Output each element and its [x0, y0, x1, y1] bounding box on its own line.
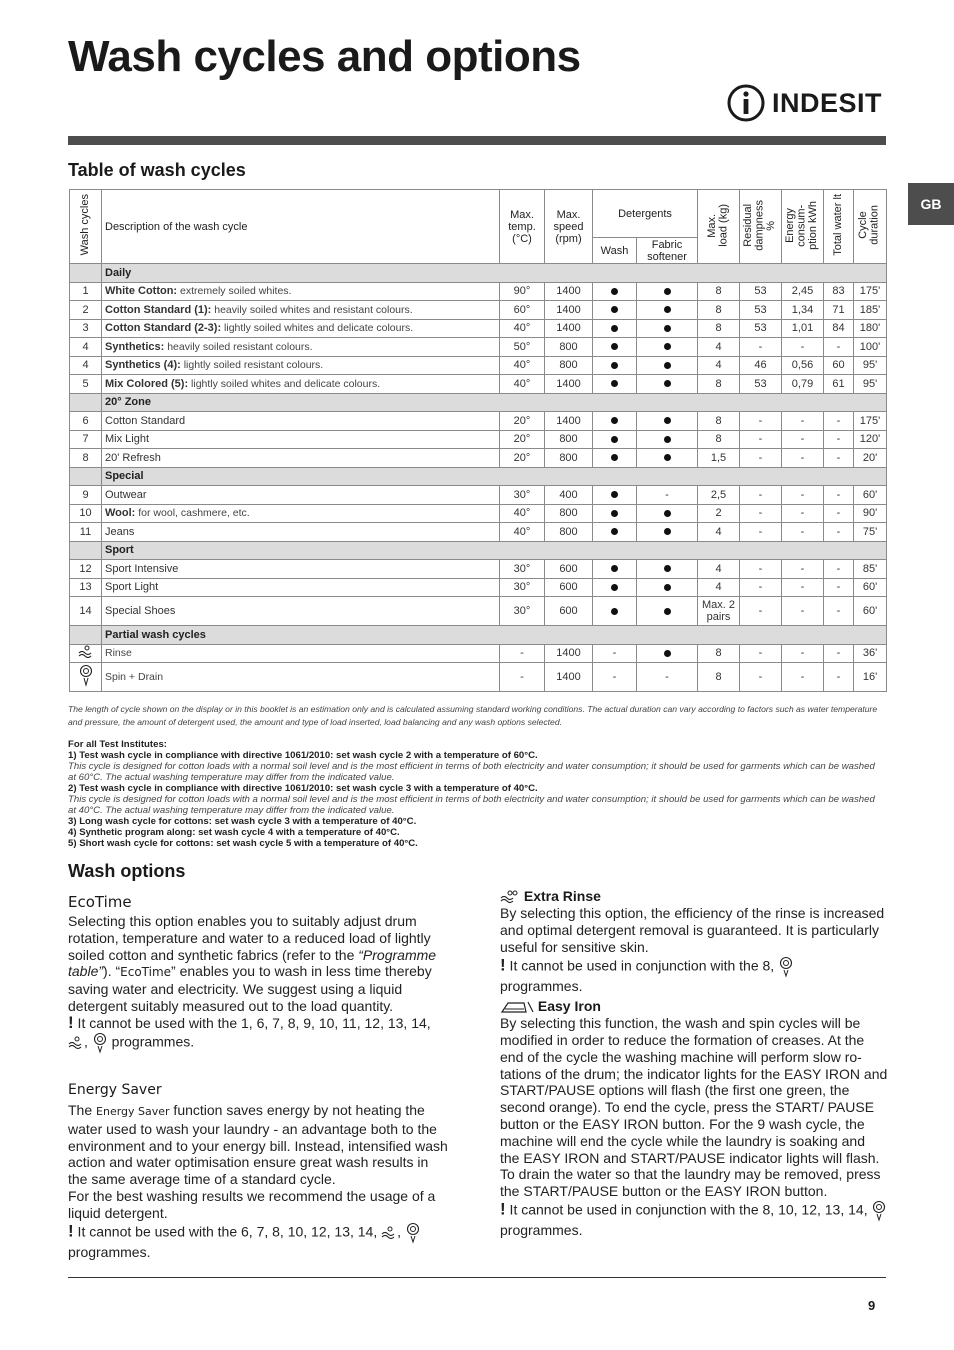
col-detergents: Detergents: [593, 190, 698, 238]
detergent-dot-icon: [664, 650, 671, 657]
wash-dot: [593, 578, 637, 597]
category-row: [70, 626, 887, 645]
energy-consumption: -: [782, 597, 824, 626]
cycle-number: 12: [70, 560, 102, 579]
detergent-dot-icon: [664, 528, 671, 535]
page-number: 9: [868, 1298, 876, 1313]
max-load: 8: [698, 301, 740, 320]
residual-dampness: -: [740, 578, 782, 597]
cycle-duration: 85': [854, 560, 887, 579]
cycle-number: 3: [70, 319, 102, 338]
cycle-number: 1: [70, 282, 102, 301]
residual-dampness: -: [740, 560, 782, 579]
residual-dampness: -: [740, 449, 782, 468]
detergent-dot-icon: [664, 584, 671, 591]
fabric-softener-dot: [637, 578, 698, 597]
fabric-softener-dot: [637, 644, 698, 663]
total-water: 71: [824, 301, 854, 320]
indesit-logo-icon: [726, 83, 766, 123]
fabric-softener-dot: [637, 449, 698, 468]
fabric-softener-dot: [637, 301, 698, 320]
ecotime-label: EcoTime: [68, 893, 132, 911]
max-speed: 800: [545, 338, 593, 357]
max-temp: 40°: [500, 523, 545, 542]
fabric-softener-dot: [637, 356, 698, 375]
cycle-description: Outwear: [102, 486, 500, 505]
table-row: [70, 560, 887, 579]
residual-dampness: 53: [740, 319, 782, 338]
total-water: -: [824, 578, 854, 597]
detergent-dot-icon: [664, 288, 671, 295]
energy-consumption: 2,45: [782, 282, 824, 301]
table-row: [70, 597, 887, 626]
detergent-dot-icon: [664, 454, 671, 461]
cycle-duration: 90': [854, 504, 887, 523]
detergent-dot-icon: [664, 306, 671, 313]
col-residual-dampness: Residual dampness %: [740, 190, 782, 264]
cycle-description: Mix Light: [102, 430, 500, 449]
footer-rule: [68, 1277, 886, 1278]
cycle-number: 14: [70, 597, 102, 626]
cycle-description: White Cotton: extremely soiled whites.: [102, 282, 500, 301]
footnotes: For all Test Institutes: 1) Test wash cycle in compliance with directive 1061/2010: set wash cycle 2 with a temperature of 60°C. This cycle is designed for cotton loads with a normal soil level and is the most efficient in terms of both electricity and water consumption; it should be used for garments which can be washed at 60°C. The actual washing temperature may differ from the indicated value. 2) Test wash cycle in compliance with directive 1061/2010: set wash cycle 3 with a temperature of 40°C. This cycle is designed for cotton loads with a normal soil level and is the most efficient in terms of both electricity and water consumption; it should be used for garments which can be washed at 40°C. The actual washing temperature may differ from the indicated value. 3) Long wash cycle for cottons: set wash cycle 3 with a temperature of 40°C. 4) Synthetic program along: set wash cycle 4 with a temperature of 40°C. 5) Short wash cycle for cottons: set wash cycle 5 with a temperature of 40°C.: [68, 739, 875, 849]
wash-dot: [593, 430, 637, 449]
cycle-duration: 95': [854, 375, 887, 394]
cycle-duration: 175': [854, 412, 887, 431]
col-energy: Energy consum- ption kWh: [782, 190, 824, 264]
category-label: Special: [102, 467, 887, 486]
fabric-softener: -: [637, 663, 698, 692]
max-load: 8: [698, 319, 740, 338]
energy-consumption: -: [782, 644, 824, 663]
max-speed: 600: [545, 597, 593, 626]
ecotime-text: Selecting this option enables you to suitably adjust drum rotation, temperature and water to a reduced load of lightly soiled cotton and synthetic fabrics (refer to the “Programme table”). “EcoTime” enables you to wash in less time thereby saving water and electricity. We suggest using a liquid detergent suitably measured out to the load quantity. ! It cannot be used with the 1, 6, 7, 8, 9, 10, 11, 12, 13, 14, , programmes.: [68, 913, 450, 1054]
max-temp: -: [500, 644, 545, 663]
wash-dot: [593, 412, 637, 431]
cycle-number: 7: [70, 430, 102, 449]
max-temp: 40°: [500, 504, 545, 523]
cycle-number: 10: [70, 504, 102, 523]
max-temp: 30°: [500, 560, 545, 579]
fabric-softener-dot: [637, 504, 698, 523]
detergent-dot-icon: [611, 362, 618, 369]
max-temp: -: [500, 663, 545, 692]
detergent-dot-icon: [664, 325, 671, 332]
wash-dot: [593, 356, 637, 375]
total-water: 84: [824, 319, 854, 338]
iron-icon: [500, 998, 534, 1014]
extra-rinse-heading: Extra Rinse: [500, 888, 888, 905]
col-description: Description of the wash cycle: [102, 190, 500, 264]
residual-dampness: -: [740, 644, 782, 663]
residual-dampness: -: [740, 504, 782, 523]
total-water: 61: [824, 375, 854, 394]
wash-dot: [593, 560, 637, 579]
cycle-number: 5: [70, 375, 102, 394]
residual-dampness: -: [740, 597, 782, 626]
residual-dampness: 53: [740, 301, 782, 320]
spin-drain-icon: [871, 1202, 887, 1218]
max-temp: 20°: [500, 412, 545, 431]
category-row: [70, 541, 887, 560]
wash: -: [593, 663, 637, 692]
wash-options-title: Wash options: [68, 861, 186, 881]
cycle-description: Synthetics: heavily soiled resistant colours.: [102, 338, 500, 357]
table-row: [70, 663, 887, 692]
max-temp: 30°: [500, 597, 545, 626]
spin-drain-icon: [70, 663, 102, 692]
residual-dampness: -: [740, 338, 782, 357]
wash-dot: [593, 597, 637, 626]
max-speed: 800: [545, 449, 593, 468]
energy-consumption: -: [782, 430, 824, 449]
total-water: -: [824, 504, 854, 523]
max-temp: 40°: [500, 319, 545, 338]
cycle-duration: 60': [854, 486, 887, 505]
max-load: 2,5: [698, 486, 740, 505]
energy-consumption: 1,34: [782, 301, 824, 320]
fabric-softener-dot: [637, 319, 698, 338]
detergent-dot-icon: [611, 343, 618, 350]
max-temp: 90°: [500, 282, 545, 301]
max-load: 8: [698, 644, 740, 663]
table-row: [70, 430, 887, 449]
detergent-dot-icon: [611, 584, 618, 591]
cycle-number: 4: [70, 356, 102, 375]
cycle-description: Jeans: [102, 523, 500, 542]
cycle-description: Mix Colored (5): lightly soiled whites and delicate colours.: [102, 375, 500, 394]
max-temp: 20°: [500, 449, 545, 468]
cycle-description: Cotton Standard: [102, 412, 500, 431]
energy-consumption: 0,79: [782, 375, 824, 394]
col-max-temp: Max. temp. (°C): [500, 190, 545, 264]
cycle-number: 8: [70, 449, 102, 468]
detergent-dot-icon: [664, 565, 671, 572]
max-load: Max. 2 pairs: [698, 597, 740, 626]
cycle-description: Rinse: [102, 644, 500, 663]
max-speed: 1400: [545, 644, 593, 663]
cycle-duration: 16': [854, 663, 887, 692]
total-water: -: [824, 338, 854, 357]
fabric-softener-dot: [637, 597, 698, 626]
max-temp: 40°: [500, 375, 545, 394]
max-load: 4: [698, 338, 740, 357]
detergent-dot-icon: [611, 565, 618, 572]
wash-dot: [593, 375, 637, 394]
energy-saver-option: [68, 1082, 450, 1260]
cycle-duration: 120': [854, 430, 887, 449]
table-row: [70, 504, 887, 523]
max-speed: 800: [545, 523, 593, 542]
total-water: -: [824, 486, 854, 505]
category-label: 20° Zone: [102, 393, 887, 412]
energy-saver-label: Energy Saver: [68, 1082, 162, 1098]
max-temp: 40°: [500, 356, 545, 375]
max-load: 4: [698, 560, 740, 579]
energy-consumption: -: [782, 578, 824, 597]
energy-consumption: -: [782, 449, 824, 468]
table-row: [70, 412, 887, 431]
rinse-icon: [381, 1223, 397, 1239]
col-fabric-softener: Fabric softener: [637, 238, 698, 264]
category-label: Sport: [102, 541, 887, 560]
col-cycle-duration: Cycle duration: [854, 190, 887, 264]
max-load: 8: [698, 282, 740, 301]
table-row: [70, 301, 887, 320]
cycle-number: 4: [70, 338, 102, 357]
cycle-description: Synthetics (4): lightly soiled resistant colours.: [102, 356, 500, 375]
cycle-number: 9: [70, 486, 102, 505]
max-speed: 1400: [545, 375, 593, 394]
detergent-dot-icon: [611, 608, 618, 615]
spin-drain-icon: [405, 1223, 421, 1239]
table-row: [70, 523, 887, 542]
cycle-description: Cotton Standard (2-3): lightly soiled whites and delicate colours.: [102, 319, 500, 338]
total-water: -: [824, 523, 854, 542]
max-speed: 800: [545, 430, 593, 449]
max-load: 8: [698, 412, 740, 431]
total-water: -: [824, 430, 854, 449]
cycle-description: 20' Refresh: [102, 449, 500, 468]
ecotime-option: [68, 893, 450, 1054]
category-label: Partial wash cycles: [102, 626, 887, 645]
cycle-number: 2: [70, 301, 102, 320]
cycle-number: 6: [70, 412, 102, 431]
cycle-description: Wool: for wool, cashmere, etc.: [102, 504, 500, 523]
cycle-duration: 20': [854, 449, 887, 468]
cycle-description: Cotton Standard (1): heavily soiled whites and resistant colours.: [102, 301, 500, 320]
easy-iron-text: By selecting this function, the wash and spin cycles will be modified in order to reduce the formation of creases. At the end of the cycle the washing machine will perform slow ro-tations of the drum; the indicator lights for the EASY IRON and START/PAUSE options will flash (the first one green, the second orange). To end the cycle, press the START/ PAUSE button or the EASY IRON button. For the 9 wash cycle, the machine will end the cycle while the laundry is soaking and the EASY IRON and START/PAUSE indicator lights will flash. To drain the water so that the laundry may be removed, press the START/PAUSE button or the EASY IRON button. ! It cannot be used in conjunction with the 8, 10, 12, 13, 14, programmes.: [500, 1015, 888, 1239]
max-speed: 800: [545, 504, 593, 523]
table-row: [70, 282, 887, 301]
cycle-duration: 185': [854, 301, 887, 320]
table-row: [70, 578, 887, 597]
energy-consumption: -: [782, 504, 824, 523]
wash-dot: [593, 338, 637, 357]
max-speed: 1400: [545, 663, 593, 692]
cycle-duration: 175': [854, 282, 887, 301]
max-speed: 600: [545, 578, 593, 597]
detergent-dot-icon: [664, 362, 671, 369]
table-row: [70, 449, 887, 468]
residual-dampness: -: [740, 663, 782, 692]
energy-consumption: -: [782, 523, 824, 542]
cycle-number: 11: [70, 523, 102, 542]
detergent-dot-icon: [611, 306, 618, 313]
cycle-duration: 95': [854, 356, 887, 375]
detergent-dot-icon: [611, 436, 618, 443]
max-load: 8: [698, 430, 740, 449]
category-row: [70, 264, 887, 283]
max-temp: 60°: [500, 301, 545, 320]
cycle-duration: 75': [854, 523, 887, 542]
brand-name: INDESIT: [772, 87, 883, 118]
detergent-dot-icon: [611, 288, 618, 295]
residual-dampness: -: [740, 486, 782, 505]
col-max-load: Max. load (kg): [698, 190, 740, 264]
extra-rinse-option: [500, 888, 888, 994]
rinse-icon: [70, 644, 102, 663]
cycle-description: Special Shoes: [102, 597, 500, 626]
max-temp: 30°: [500, 486, 545, 505]
residual-dampness: 53: [740, 282, 782, 301]
col-wash: Wash: [593, 238, 637, 264]
cycle-duration: 180': [854, 319, 887, 338]
detergent-dot-icon: [664, 343, 671, 350]
cycle-duration: 36': [854, 644, 887, 663]
energy-consumption: -: [782, 412, 824, 431]
wash: -: [593, 644, 637, 663]
detergent-dot-icon: [611, 510, 618, 517]
easy-iron-heading: Easy Iron: [500, 998, 888, 1015]
fabric-softener-dot: [637, 375, 698, 394]
energy-consumption: 0,56: [782, 356, 824, 375]
total-water: -: [824, 597, 854, 626]
table-section-title: Table of wash cycles: [68, 160, 246, 180]
cycle-duration: 60': [854, 597, 887, 626]
detergent-dot-icon: [611, 380, 618, 387]
table-row: [70, 356, 887, 375]
total-water: -: [824, 449, 854, 468]
table-row: [70, 338, 887, 357]
max-speed: 800: [545, 356, 593, 375]
wash-dot: [593, 486, 637, 505]
detergent-dot-icon: [611, 454, 618, 461]
max-temp: 20°: [500, 430, 545, 449]
cycle-number: 13: [70, 578, 102, 597]
energy-consumption: -: [782, 486, 824, 505]
detergent-dot-icon: [664, 510, 671, 517]
category-label: Daily: [102, 264, 887, 283]
energy-consumption: -: [782, 560, 824, 579]
energy-consumption: 1,01: [782, 319, 824, 338]
wash-dot: [593, 301, 637, 320]
detergent-dot-icon: [611, 325, 618, 332]
max-load: 8: [698, 375, 740, 394]
category-row: [70, 393, 887, 412]
col-wash-cycles: Wash cycles: [70, 190, 102, 264]
max-temp: 50°: [500, 338, 545, 357]
total-water: -: [824, 412, 854, 431]
energy-consumption: -: [782, 663, 824, 692]
col-total-water: Total water lt: [824, 190, 854, 264]
max-speed: 600: [545, 560, 593, 579]
energy-consumption: -: [782, 338, 824, 357]
max-speed: 1400: [545, 412, 593, 431]
max-speed: 1400: [545, 282, 593, 301]
residual-dampness: 53: [740, 375, 782, 394]
detergent-dot-icon: [611, 528, 618, 535]
col-max-speed: Max. speed (rpm): [545, 190, 593, 264]
total-water: -: [824, 560, 854, 579]
table-row: [70, 375, 887, 394]
total-water: 83: [824, 282, 854, 301]
total-water: -: [824, 644, 854, 663]
wash-dot: [593, 504, 637, 523]
max-speed: 1400: [545, 319, 593, 338]
table-row: [70, 644, 887, 663]
fabric-softener-dot: [637, 560, 698, 579]
residual-dampness: -: [740, 523, 782, 542]
spin-drain-icon: [92, 1033, 108, 1049]
indesit-logo: [726, 84, 888, 122]
page-title: Wash cycles and options: [68, 32, 581, 81]
cycle-duration: 60': [854, 578, 887, 597]
max-load: 2: [698, 504, 740, 523]
wash-dot: [593, 523, 637, 542]
cycle-description: Sport Intensive: [102, 560, 500, 579]
detergent-dot-icon: [664, 608, 671, 615]
fabric-softener: -: [637, 486, 698, 505]
duration-note: The length of cycle shown on the display or in this booklet is an estimation only and is calculated assuming standard working conditions. The actual duration can vary according to factors such as water temperature and pressure, the amount of detergent used, the amount and type of load inserted, load balancing and any wash options selected.: [68, 704, 878, 727]
language-tab: GB: [908, 183, 954, 225]
title-rule: [68, 136, 886, 145]
detergent-dot-icon: [664, 436, 671, 443]
table-row: [70, 319, 887, 338]
residual-dampness: -: [740, 412, 782, 431]
max-speed: 1400: [545, 301, 593, 320]
detergent-dot-icon: [664, 380, 671, 387]
category-row: [70, 467, 887, 486]
cycle-description: Sport Light: [102, 578, 500, 597]
table-row: [70, 486, 887, 505]
cycle-duration: 100': [854, 338, 887, 357]
residual-dampness: 46: [740, 356, 782, 375]
total-water: -: [824, 663, 854, 692]
max-speed: 400: [545, 486, 593, 505]
fabric-softener-dot: [637, 412, 698, 431]
extra-rinse-icon: [500, 888, 520, 904]
rinse-icon: [68, 1033, 84, 1049]
easy-iron-option: [500, 998, 888, 1239]
max-load: 1,5: [698, 449, 740, 468]
fabric-softener-dot: [637, 338, 698, 357]
total-water: 60: [824, 356, 854, 375]
residual-dampness: -: [740, 430, 782, 449]
fabric-softener-dot: [637, 430, 698, 449]
wash-dot: [593, 449, 637, 468]
extra-rinse-text: By selecting this option, the efficiency of the rinse is increased and optimal detergent removal is guaranteed. It is particularly useful for sensitive skin. ! It cannot be used in conjunction with the 8, programmes.: [500, 905, 885, 994]
wash-dot: [593, 319, 637, 338]
wash-cycles-table: [69, 189, 887, 692]
max-load: 4: [698, 578, 740, 597]
max-temp: 30°: [500, 578, 545, 597]
wash-dot: [593, 282, 637, 301]
detergent-dot-icon: [664, 417, 671, 424]
spin-drain-icon: [778, 957, 794, 973]
max-load: 4: [698, 523, 740, 542]
detergent-dot-icon: [611, 417, 618, 424]
cycle-description: Spin + Drain: [102, 663, 500, 692]
max-load: 8: [698, 663, 740, 692]
detergent-dot-icon: [611, 491, 618, 498]
fabric-softener-dot: [637, 282, 698, 301]
energy-saver-text: The Energy Saver function saves energy by not heating the water used to wash your laundry - an advantage both to the environment and to your energy bill. Instead, intensified wash action and water optimisation ensure great wash results in the same average time of a standard cycle. For the best washing results we recommend the usage of a liquid detergent. ! It cannot be used with the 6, 7, 8, 10, 12, 13, 14, , programmes.: [68, 1102, 448, 1260]
max-load: 4: [698, 356, 740, 375]
fabric-softener-dot: [637, 523, 698, 542]
